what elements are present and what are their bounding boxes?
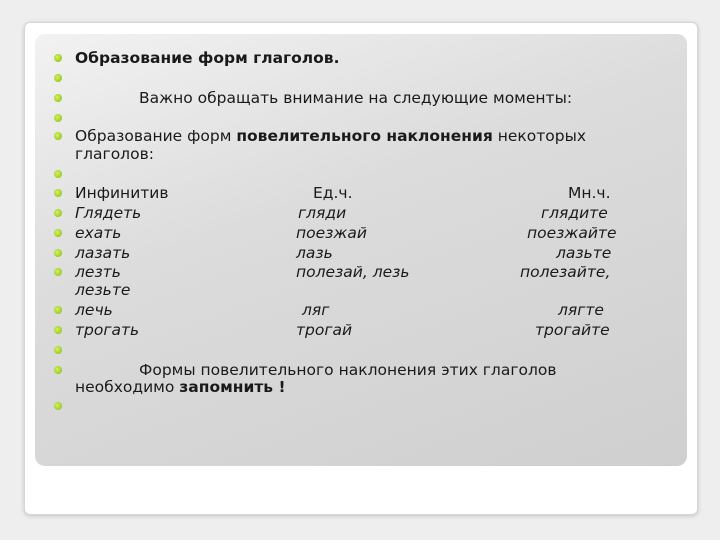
bullet-icon xyxy=(54,268,62,276)
table-row xyxy=(0,243,720,263)
bullet-line-point xyxy=(0,126,720,146)
note-text: Формы повелительного наклонения этих глаголов xyxy=(139,361,557,379)
cell-infinitive: ехать xyxy=(75,224,122,242)
cell-plural: полезайте, xyxy=(520,263,611,281)
bullet-icon xyxy=(54,326,62,334)
cell-singular: гляди xyxy=(298,204,347,222)
point-bold: повелительного наклонения xyxy=(236,127,493,145)
bullet-icon xyxy=(54,306,62,314)
note-continuation xyxy=(75,377,286,397)
cell-plural: поезжайте xyxy=(527,224,617,242)
bullet-icon xyxy=(54,249,62,257)
cell-plural: лягте xyxy=(558,301,604,319)
bullet-icon xyxy=(54,170,62,178)
table-row xyxy=(0,300,720,320)
point-suffix: некоторых xyxy=(492,127,587,145)
bullet-line-title xyxy=(0,48,720,68)
bullet-icon xyxy=(54,402,62,410)
cell-infinitive: лечь xyxy=(75,301,113,319)
point-text xyxy=(75,126,586,146)
header-singular: Ед.ч. xyxy=(313,184,353,202)
bullet-icon xyxy=(54,114,62,122)
note-prefix: необходимо xyxy=(75,378,180,396)
bullet-line-empty xyxy=(0,68,720,88)
header-infinitive: Инфинитив xyxy=(75,184,169,202)
bullet-line-empty xyxy=(0,396,720,416)
cell-singular: полезай, лезь xyxy=(296,263,410,281)
cell-singular: поезжай xyxy=(296,224,367,242)
bullet-line-empty xyxy=(0,108,720,128)
table-row-wrap xyxy=(0,280,720,300)
point-prefix: Образование форм xyxy=(75,127,237,145)
table-row xyxy=(0,262,720,282)
table-row xyxy=(0,223,720,243)
cell-singular: лазь xyxy=(296,244,333,262)
cell-wrap: лезьте xyxy=(75,281,131,299)
bullet-icon xyxy=(54,209,62,217)
header-plural: Мн.ч. xyxy=(568,184,611,202)
cell-singular: ляг xyxy=(302,301,330,319)
table-row xyxy=(0,320,720,340)
cell-plural: лазьте xyxy=(556,244,612,262)
point-continuation-line xyxy=(0,144,720,164)
slide-title: Образование форм глаголов. xyxy=(75,49,340,67)
bullet-icon xyxy=(54,132,62,140)
bullet-line-intro xyxy=(0,88,720,108)
bullet-icon xyxy=(54,346,62,354)
bullet-line-empty xyxy=(0,340,720,360)
note-continuation-line xyxy=(0,377,720,397)
note-bold: запомнить ! xyxy=(179,378,286,396)
cell-singular: трогай xyxy=(296,321,353,339)
cell-plural: трогайте xyxy=(535,321,610,339)
bullet-icon xyxy=(54,189,62,197)
bullet-icon xyxy=(54,366,62,374)
table-row xyxy=(0,203,720,223)
cell-infinitive: трогать xyxy=(75,321,140,339)
point-continuation: глаголов: xyxy=(75,145,154,163)
cell-infinitive: Глядеть xyxy=(75,204,142,222)
intro-text: Важно обращать внимание на следующие моменты: xyxy=(139,89,573,107)
cell-plural: глядите xyxy=(541,204,608,222)
bullet-icon xyxy=(54,229,62,237)
cell-infinitive: лазать xyxy=(75,244,131,262)
bullet-icon xyxy=(54,94,62,102)
table-header-row xyxy=(0,183,720,203)
bullet-line-empty xyxy=(0,164,720,184)
cell-infinitive: лезть xyxy=(75,263,121,281)
bullet-icon xyxy=(54,74,62,82)
bullet-icon xyxy=(54,54,62,62)
